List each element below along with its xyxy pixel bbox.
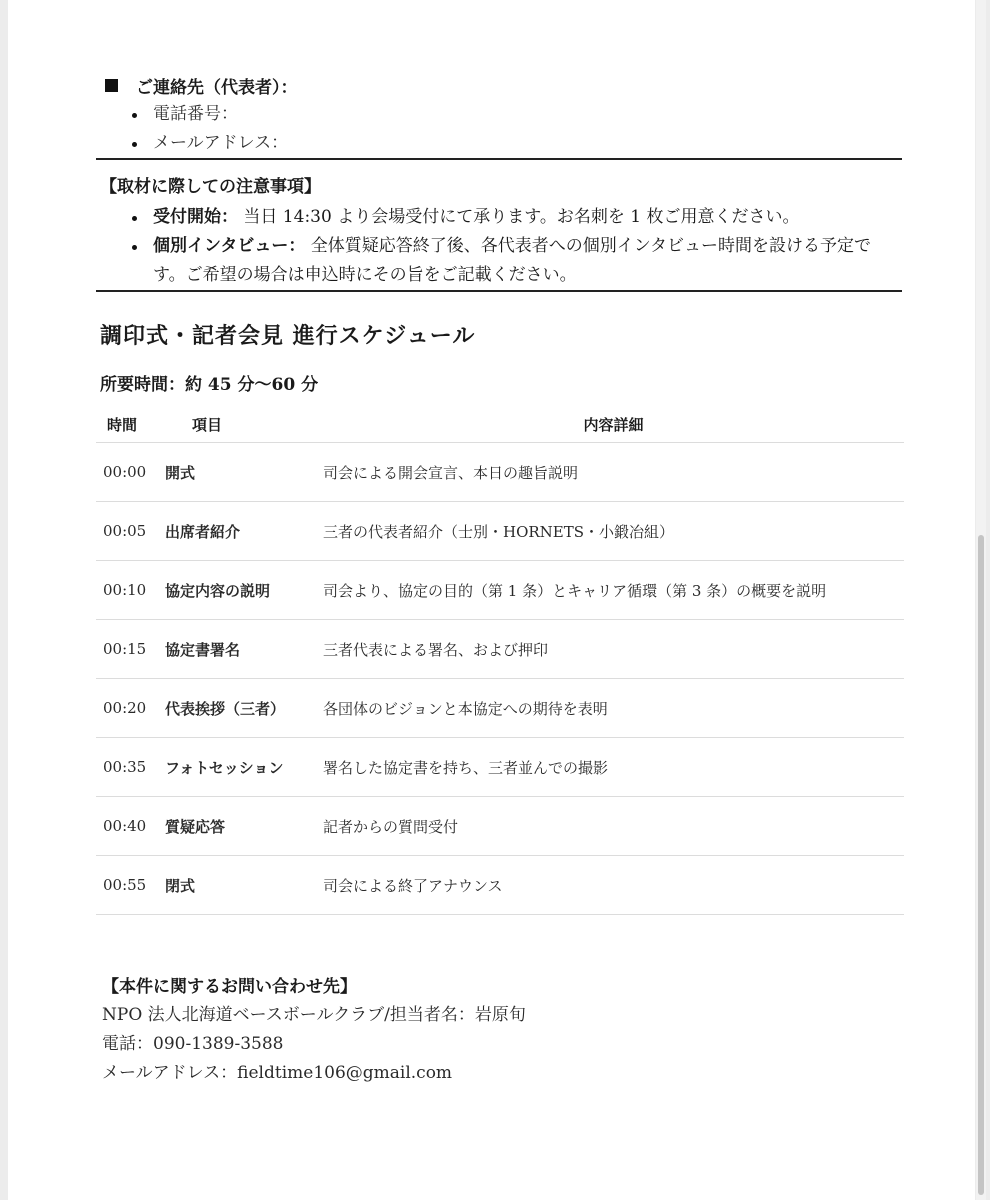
divider: [96, 290, 902, 292]
inquiry-phone: 電話：090-1389-3588: [102, 1034, 284, 1054]
table-row: [96, 679, 904, 738]
note-label: 受付開始：: [153, 207, 238, 227]
header-detail: 内容詳細: [323, 406, 904, 443]
bullet-dot-icon: [132, 142, 137, 147]
table-row: [96, 443, 904, 502]
schedule-duration: 所要時間：約 45 分〜60 分: [100, 375, 319, 395]
inquiry-heading: 【本件に関するお問い合わせ先】: [102, 977, 357, 997]
contact-section-heading: [96, 70, 902, 100]
row-detail: 三者代表による署名、および押印: [323, 620, 904, 679]
row-detail: 記者からの質問受付: [323, 797, 904, 856]
contact-list: [96, 100, 902, 158]
square-bullet-icon: [105, 79, 118, 92]
row-time: 00:35: [96, 738, 165, 797]
inquiry-organization: NPO 法人北海道ベースボールクラブ/担当者名：岩原旬: [102, 1005, 526, 1025]
note-text: 全体質疑応答終了後、各代表者への個別インタビュー時間を設ける予定です。ご希望の場合は申込時にその旨をご記載ください。: [153, 236, 872, 285]
table-row: [96, 561, 904, 620]
bullet-dot-icon: [132, 245, 137, 250]
contact-heading-text: ご連絡先（代表者）：: [136, 77, 298, 98]
schedule-header-row: [96, 406, 904, 443]
row-time: 00:00: [96, 443, 165, 502]
note-item-reception: [96, 203, 902, 232]
vertical-scrollbar[interactable]: [976, 0, 986, 1200]
row-detail: 司会による開会宣言、本日の趣旨説明: [323, 443, 904, 502]
contact-email-label: メールアドレス：: [153, 133, 289, 153]
note-item-interview: [96, 232, 902, 290]
row-item: 協定内容の説明: [165, 561, 323, 620]
table-row: [96, 502, 904, 561]
divider: [96, 158, 902, 160]
row-time: 00:20: [96, 679, 165, 738]
row-detail: 三者の代表者紹介（士別・HORNETS・小鍛冶組）: [323, 502, 904, 561]
row-item: 質疑応答: [165, 797, 323, 856]
row-detail: 司会より、協定の目的（第 1 条）とキャリア循環（第 3 条）の概要を説明: [323, 561, 904, 620]
notes-heading: 【取材に際しての注意事項】: [100, 177, 321, 197]
notes-list: [96, 203, 902, 290]
contact-phone-label: 電話番号：: [153, 104, 238, 124]
bullet-dot-icon: [132, 113, 137, 118]
row-time: 00:40: [96, 797, 165, 856]
row-item: 出席者紹介: [165, 502, 323, 561]
table-row: [96, 620, 904, 679]
header-item: 項目: [165, 406, 323, 443]
table-row: [96, 856, 904, 915]
row-item: 代表挨拶（三者）: [165, 679, 323, 738]
row-detail: 各団体のビジョンと本協定への期待を表明: [323, 679, 904, 738]
note-text: 当日 14:30 より会場受付にて承ります。お名刺を 1 枚ご用意ください。: [243, 207, 800, 227]
table-row: [96, 738, 904, 797]
contact-phone-item: [96, 100, 902, 129]
row-time: 00:15: [96, 620, 165, 679]
row-item: 開式: [165, 443, 323, 502]
row-detail: 司会による終了アナウンス: [323, 856, 904, 915]
contact-email-item: [96, 129, 902, 158]
document-page: [8, 0, 975, 1200]
header-time: 時間: [96, 406, 165, 443]
row-item: 協定書署名: [165, 620, 323, 679]
bullet-dot-icon: [132, 216, 137, 221]
row-time: 00:10: [96, 561, 165, 620]
row-time: 00:55: [96, 856, 165, 915]
row-item: フォトセッション: [165, 738, 323, 797]
row-detail: 署名した協定書を持ち、三者並んでの撮影: [323, 738, 904, 797]
inquiry-email: メールアドレス：fieldtime106@gmail.com: [102, 1063, 453, 1083]
table-row: [96, 797, 904, 856]
row-time: 00:05: [96, 502, 165, 561]
scrollbar-thumb[interactable]: [978, 535, 984, 1195]
schedule-table: [96, 406, 904, 915]
schedule-title: 調印式・記者会見 進行スケジュール: [100, 323, 476, 349]
document-content: [96, 70, 902, 1088]
note-label: 個別インタビュー：: [153, 236, 306, 256]
row-item: 閉式: [165, 856, 323, 915]
